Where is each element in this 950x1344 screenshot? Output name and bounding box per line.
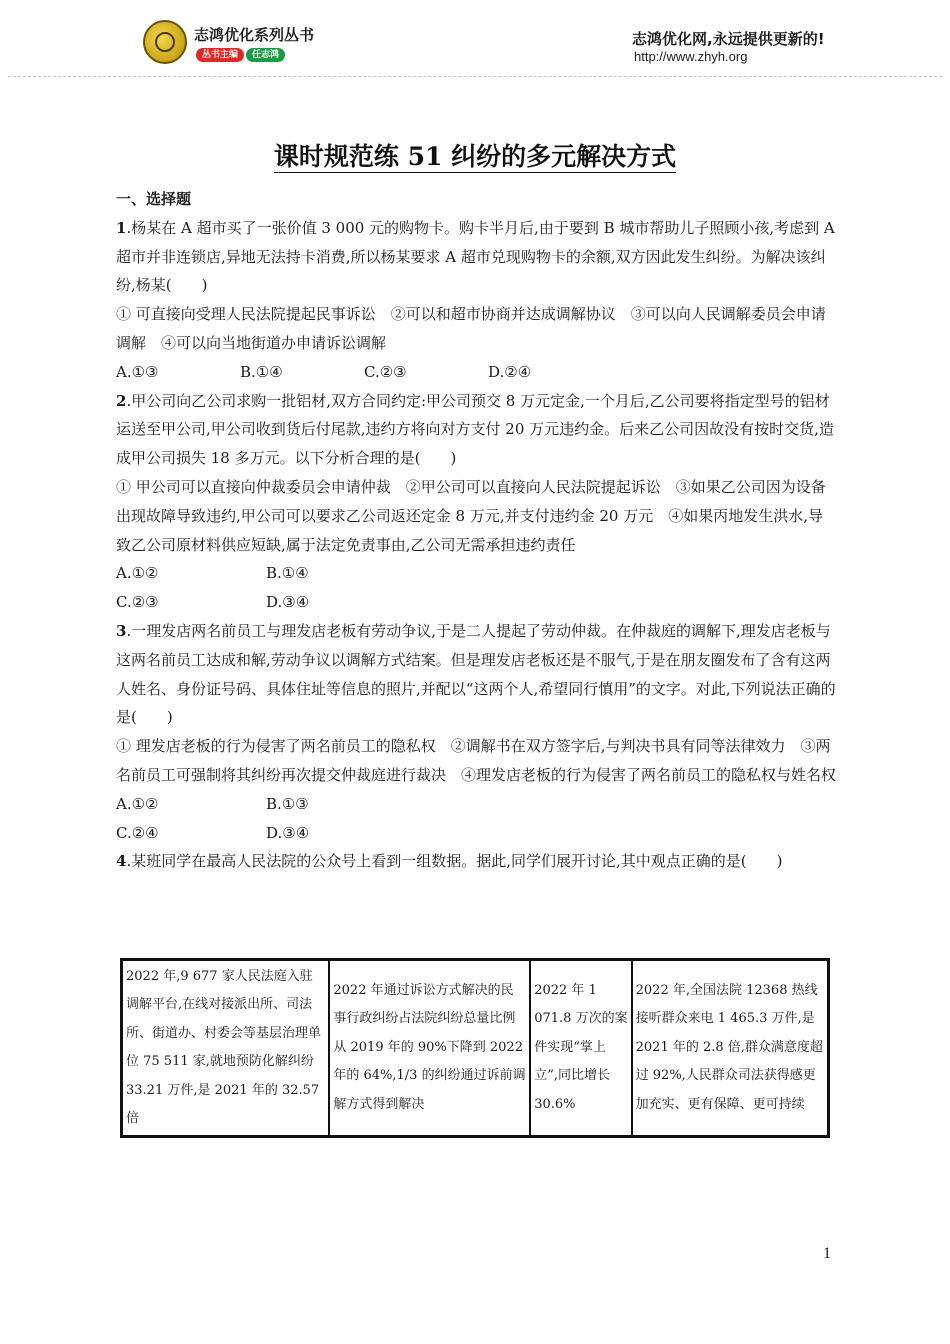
question-text: .一理发店两名前员工与理发店老板有劳动争议,于是二人提起了劳动仲裁。在仲裁庭的调解下,理发店老板与这两名前员工达成和解,劳动争议以调解方式结案。但是理发店老板还是不服气,于是在朋友圈发布了含有这两人姓名、身份证号码、具体住址等信息的照片,并配以“这两个人,希望同行慎用”的文字。对此,下列说法正确的是( ) bbox=[116, 621, 836, 727]
question-number: 1 bbox=[116, 218, 127, 237]
brand-tag-name: 任志鸿 bbox=[246, 48, 285, 62]
option-a[interactable]: A.①② bbox=[116, 794, 159, 813]
page-header bbox=[0, 0, 950, 80]
question-3-stem bbox=[116, 617, 836, 732]
option-b[interactable]: B.①③ bbox=[266, 794, 309, 813]
table-cell: 2022 年通过诉讼方式解决的民事行政纠纷占法院纠纷总量比例从 2019 年的 90%下降到 2022 年的 64%,1/3 的纠纷通过诉前调解方式得到解决 bbox=[329, 960, 530, 1137]
question-3-options-row-2 bbox=[116, 819, 836, 848]
table-row bbox=[122, 960, 829, 1137]
question-text: .杨某在 A 超市买了一张价值 3 000 元的购物卡。购卡半月后,由于要到 B 城市帮助儿子照顾小孩,考虑到 A 超市并非连锁店,异地无法持卡消费,所以杨某要求 A 超市兑现购物卡的余额,双方因此发生纠纷。为解决该纠纷,杨某( ) bbox=[116, 218, 835, 295]
question-3-statements: ① 理发店老板的行为侵害了两名前员工的隐私权 ②调解书在双方签字后,与判决书具有同等法律效力 ③两名前员工可强制将其纠纷再次提交仲裁庭进行裁决 ④理发店老板的行为侵害了两名前员工的隐私权与姓名权 bbox=[116, 737, 837, 784]
option-a[interactable]: A.①② bbox=[116, 564, 159, 583]
question-number: 3 bbox=[116, 621, 127, 640]
section-heading: 一、选择题 bbox=[116, 190, 192, 208]
question-2-options-row-1 bbox=[116, 559, 836, 588]
site-url-link[interactable]: http://www.zhyh.org bbox=[634, 49, 748, 64]
question-text: .甲公司向乙公司求购一批铝材,双方合同约定:甲公司预交 8 万元定金,一个月后,乙公司要将指定型号的铝材运送至甲公司,甲公司收到货后付尾款,违约方将向对方支付 20 万元违约金。后来乙公司因故没有按时交货,造成甲公司损失 18 多万元。以下分析合理的是( ) bbox=[116, 391, 834, 468]
option-d[interactable]: D.③④ bbox=[266, 823, 310, 842]
table-cell: 2022 年 1 071.8 万次的案件实现“掌上立”,同比增长 30.6% bbox=[530, 960, 631, 1137]
brand-subtitle bbox=[196, 48, 285, 62]
question-text: .某班同学在最高人民法院的公众号上看到一组数据。据此,同学们展开讨论,其中观点正确的是( ) bbox=[126, 852, 783, 871]
option-a[interactable]: A.①③ bbox=[116, 362, 159, 381]
page-title-text: 课时规范练 51 纠纷的多元解决方式 bbox=[273, 142, 677, 171]
table-cell: 2022 年,全国法院 12368 热线接听群众来电 1 465.3 万件,是 2021 年的 2.8 倍,群众满意度超过 92%,人民群众司法获得感更加充实、更有保障、更可持续 bbox=[632, 960, 829, 1137]
brand-logo-seal-icon bbox=[143, 20, 187, 64]
question-4-stem bbox=[116, 847, 836, 876]
question-1-options bbox=[116, 358, 836, 387]
brand-title: 志鸿优化系列丛书 bbox=[194, 26, 315, 44]
question-1-statements: ① 可直接向受理人民法院提起民事诉讼 ②可以和超市协商并达成调解协议 ③可以向人民调解委员会申请调解 ④可以向当地街道办申请诉讼调解 bbox=[116, 305, 826, 352]
question-1-stem bbox=[116, 214, 836, 300]
document-body bbox=[116, 185, 836, 876]
header-divider bbox=[8, 76, 942, 77]
option-c[interactable]: C.②③ bbox=[364, 362, 407, 381]
question-2-options-row-2 bbox=[116, 588, 836, 617]
question-2-statements: ① 甲公司可以直接向仲裁委员会申请仲裁 ②甲公司可以直接向人民法院提起诉讼 ③如果乙公司因为设备出现故障导致违约,甲公司可以要求乙公司返还定金 8 万元,并支付违约金 20 万元 ④如果丙地发生洪水,导致乙公司原材料供应短缺,属于法定免责事由,乙公司无需承担违约责任 bbox=[116, 477, 826, 554]
page-title bbox=[0, 141, 950, 173]
question-2-stem bbox=[116, 387, 836, 473]
question-number: 2 bbox=[116, 391, 127, 410]
page-number: 1 bbox=[823, 1245, 831, 1262]
question-3-options-row-1 bbox=[116, 790, 836, 819]
option-b[interactable]: B.①④ bbox=[240, 362, 283, 381]
brand-tag-editor: 丛书主编 bbox=[196, 48, 244, 62]
data-table bbox=[120, 958, 830, 1138]
site-slogan: 志鸿优化网,永远提供更新的! bbox=[632, 30, 825, 48]
option-c[interactable]: C.②④ bbox=[116, 823, 159, 842]
option-d[interactable]: D.③④ bbox=[266, 593, 310, 612]
question-number: 4 bbox=[116, 852, 127, 871]
table-cell: 2022 年,9 677 家人民法庭入驻调解平台,在线对接派出所、司法所、街道办、村委会等基层治理单位 75 511 家,就地预防化解纠纷 33.21 万件,是 2021 年的 32.57 倍 bbox=[122, 960, 330, 1137]
option-d[interactable]: D.②④ bbox=[488, 362, 532, 381]
option-c[interactable]: C.②③ bbox=[116, 593, 159, 612]
option-b[interactable]: B.①④ bbox=[266, 564, 309, 583]
